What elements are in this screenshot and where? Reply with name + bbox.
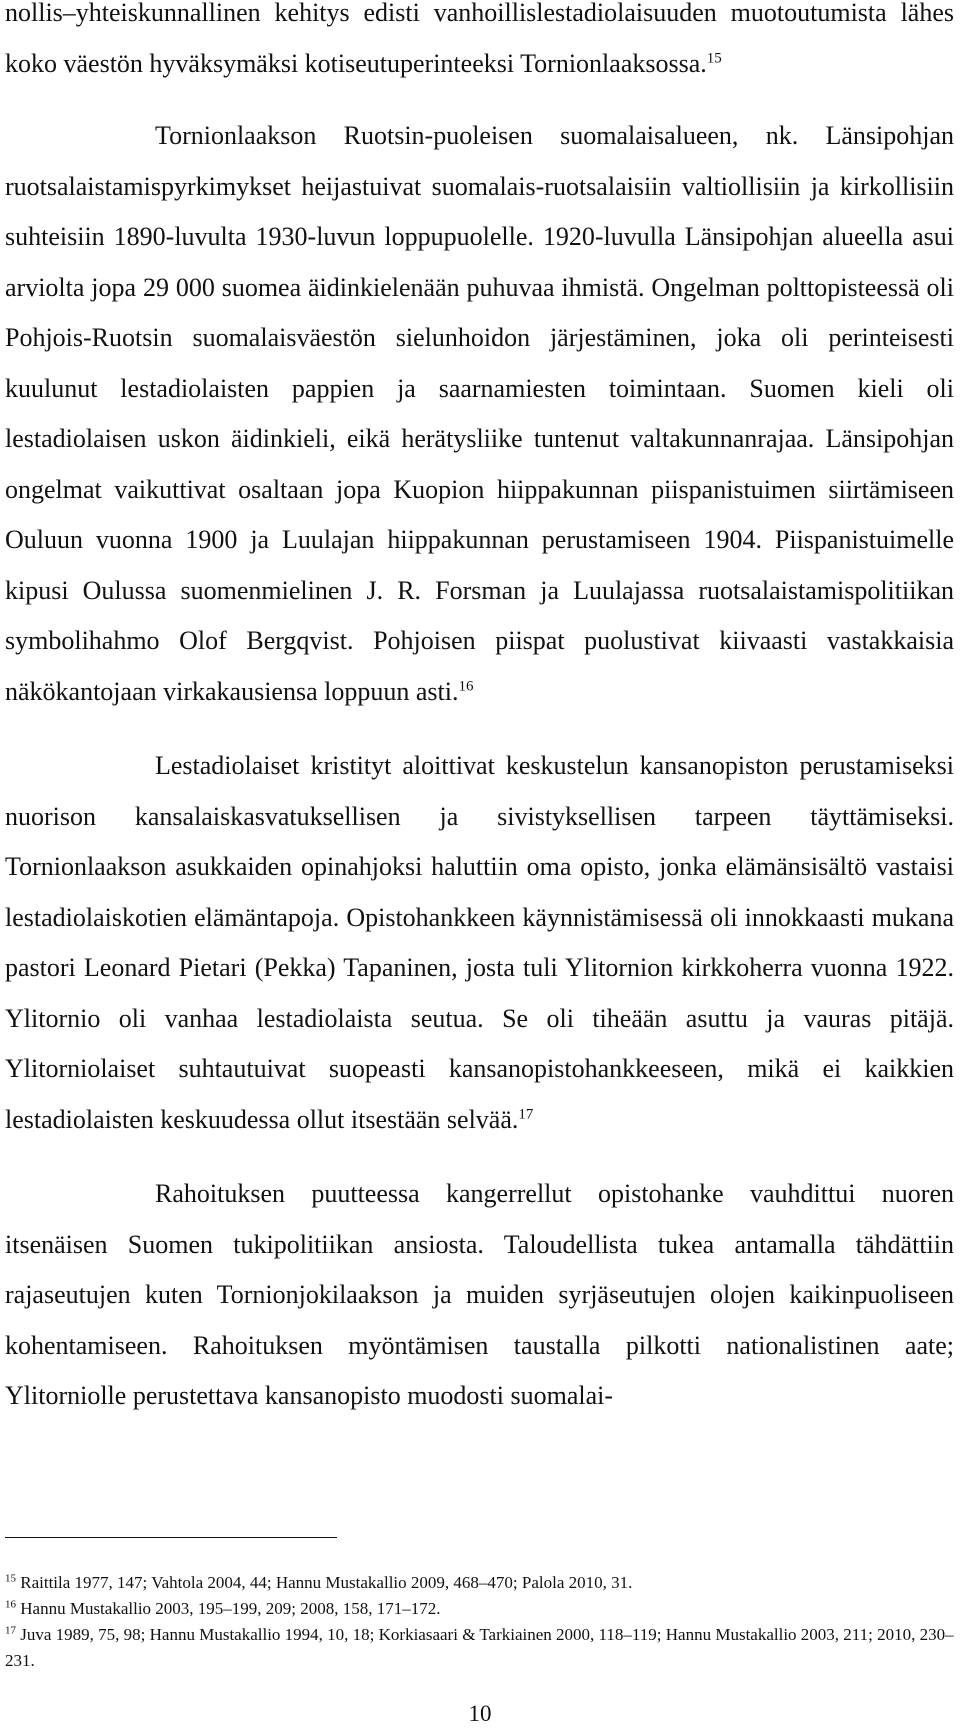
paragraph-2 — [5, 111, 954, 717]
paragraph-1-text: nollis–yhteiskunnallinen kehitys edisti vanhoillislestadiolaisuuden muotoutumista lähes koko väestön hyväksymäksi kotiseutuperinteeksi Tornionlaaksossa. — [5, 0, 954, 78]
paragraph-2-text: Tornionlaakson Ruotsin-puoleisen suomalaisalueen, nk. Länsipohjan ruotsalaistamispyrkimykset heijastuivat suomalais-ruotsalaisiin valtiollisiin ja kirkollisiin suhteisiin 1890-luvulta 1930-luvun loppupuolelle. 1920-luvulla Länsipohjan alueella asui arviolta jopa 29 000 suomea äidinkielenään puhuvaa ihmistä. Ongelman polttopisteessä oli Pohjois-Ruotsin suomalaisväestön sielunhoidon järjestäminen, joka oli perinteisesti kuulunut lestadiolaisten pappien ja saarnamiesten toimintaan. Suomen kieli oli lestadiolaisen uskon äidinkieli, eikä herätysliike tuntenut valtakunnanrajaa. Länsipohjan ongelmat vaikuttivat osaltaan jopa Kuopion hiippakunnan piispanistuimen siirtämiseen Ouluun vuonna 1900 ja Luulajan hiippakunnan perustamiseen 1904. Piispanistuimelle kipusi Oulussa suomenmielinen J. R. Forsman ja Luulajassa ruotsalaistamispolitiikan symbolihahmo Olof Bergqvist. Pohjoisen piispat puolustivat kiivaasti vastakkaisia näkökantojaan virkakausiensa loppuun asti. — [5, 121, 954, 706]
footnote-ref-17[interactable]: 17 — [518, 1105, 534, 1122]
footnote-15 — [5, 1570, 954, 1596]
footnote-17 — [5, 1622, 954, 1674]
footnote-number: 15 — [5, 1572, 16, 1585]
paragraph-3 — [5, 741, 954, 1145]
footnotes — [5, 1570, 954, 1674]
footnote-number: 16 — [5, 1598, 16, 1611]
footnote-text: Raittila 1977, 147; Vahtola 2004, 44; Hannu Mustakallio 2009, 468–470; Palola 2010, 31. — [20, 1573, 633, 1592]
footnote-number: 17 — [5, 1624, 16, 1637]
page-number: 10 — [468, 1701, 492, 1726]
paragraph-4-text: Rahoituksen puutteessa kangerrellut opistohanke vauhdittui nuoren itsenäisen Suomen tukipolitiikan ansiosta. Taloudellista tukea antamalla tähdättiin rajaseutujen kuten Tornionjokilaakson ja muiden syrjäseutujen olojen kaikinpuoliseen kohentamiseen. Rahoituksen myöntämisen taustalla pilkotti nationalistinen aate; Ylitorniolle perustettava kansanopisto muodosti suomalai- — [5, 1179, 954, 1410]
footnote-text: Juva 1989, 75, 98; Hannu Mustakallio 1994, 10, 18; Korkiasaari & Tarkiainen 2000, 118–119; Hannu Mustakallio 2003, 211; 2010, 230–231. — [5, 1625, 954, 1670]
paragraph-1 — [5, 0, 954, 89]
paragraph-4 — [5, 1169, 954, 1422]
footnote-16 — [5, 1596, 954, 1622]
paragraph-3-text: Lestadiolaiset kristityt aloittivat keskustelun kansanopiston perustamiseksi nuorison kansalaiskasvatuksellisen ja sivistyksellisen tarpeen täyttämiseksi. Tornionlaakson asukkaiden opinahjoksi haluttiin oma opisto, jonka elämänsisältö vastaisi lestadiolaiskotien elämäntapoja. Opistohankkeen käynnistämisessä oli innokkaasti mukana pastori Leonard Pietari (Pekka) Tapaninen, josta tuli Ylitornion kirkkoherra vuonna 1922. Ylitornio oli vanhaa lestadiolaista seutua. Se oli tiheään asuttu ja vauras pitäjä. Ylitorniolaiset suhtautuivat suopeasti kansanopistohankkeeseen, mikä ei kaikkien lestadiolaisten keskuudessa ollut itsestään selvää. — [5, 751, 954, 1134]
footnote-text: Hannu Mustakallio 2003, 195–199, 209; 2008, 158, 171–172. — [20, 1599, 441, 1618]
footnote-separator — [5, 1537, 337, 1538]
footnote-ref-16[interactable]: 16 — [458, 677, 474, 694]
footnote-ref-15[interactable]: 15 — [706, 49, 722, 66]
